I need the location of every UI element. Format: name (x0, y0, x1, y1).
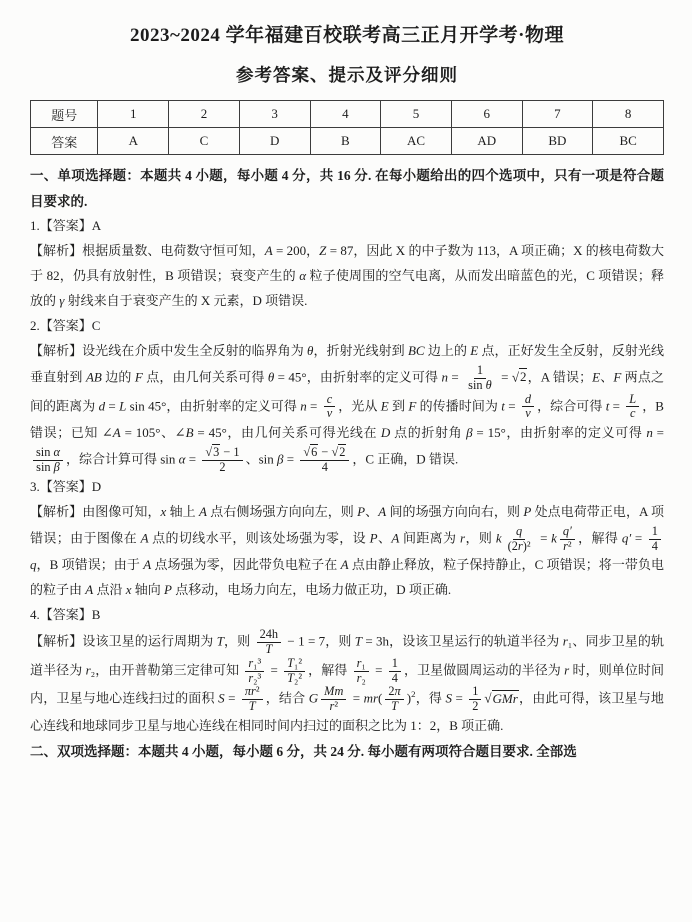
text-run: = (497, 369, 512, 385)
math-variable: α (53, 445, 60, 460)
text-run: ，光从 (338, 397, 381, 413)
text-run: 边上的 (424, 343, 471, 359)
text-run: = (631, 530, 646, 546)
denominator (327, 700, 342, 714)
text-run: ，结合 (265, 690, 309, 706)
math-variable: r (85, 662, 91, 678)
math-variable: r (356, 670, 362, 685)
text-run: = 87，因此 X 的中子数为 113，A 项正确；X 的核电荷数大于 82，仍具有放射性，B 项错误；衰变产生的 (30, 243, 664, 284)
text-run: = 200， (272, 243, 320, 259)
fraction (33, 446, 63, 475)
question-number-row (31, 101, 664, 128)
math-variable: πr (244, 684, 256, 699)
math-variable: n (441, 369, 449, 385)
text-run: 6 (311, 445, 318, 460)
math-variable: A (112, 425, 121, 441)
section-1-header: 一、单项选择题：本题共 4 小题，每小题 4 分，共 16 分. 在每小题给出的四个选项中，只有一项是符合题目要求的. (30, 168, 664, 209)
text-run: 轴上 (166, 503, 200, 519)
math-variable: x (125, 582, 132, 598)
sqrt-expression (205, 444, 220, 459)
math-variable: β (277, 451, 284, 467)
radicand (338, 444, 346, 459)
question-2-analysis (30, 339, 664, 475)
math-variable: r (517, 538, 523, 553)
text-run: 射线来自于衰变产生的 X 元素，D 项错误. (64, 293, 308, 309)
text-run: (2 (507, 538, 518, 553)
numerator (469, 685, 481, 700)
numerator (354, 657, 369, 672)
math-variable: q′ (621, 530, 632, 546)
text-run: 的传播时间为 (416, 397, 502, 413)
text-run: − 1 (220, 445, 240, 460)
sqrt-expression (484, 690, 518, 706)
math-variable: AB (85, 369, 102, 385)
text-run: ，则 (465, 530, 496, 546)
text-run: 轴向 (131, 582, 165, 598)
text-run: 【解析】由图像可知， (30, 503, 161, 519)
math-variable: Mm (324, 684, 344, 699)
numerator (257, 628, 282, 643)
text-run: 1 (391, 655, 398, 670)
text-run: 1 (472, 684, 479, 699)
math-variable: S (218, 690, 225, 706)
text-run: 4 (391, 670, 398, 685)
text-run: ，则 (223, 633, 254, 649)
denominator (354, 672, 369, 686)
numerator (389, 657, 401, 672)
math-variable: T (354, 633, 362, 649)
math-variable: r (329, 699, 335, 714)
fraction (321, 685, 346, 714)
text-run: 2 (339, 445, 346, 460)
math-variable: F (613, 369, 622, 385)
math-variable: Z (319, 243, 327, 259)
math-variable: T (287, 655, 295, 670)
question-number-cell: 5 (381, 101, 452, 128)
denominator (284, 672, 305, 686)
fraction (522, 393, 534, 422)
radical-sign: √ (303, 445, 311, 460)
denominator (522, 407, 533, 421)
numerator (385, 685, 403, 700)
denominator (245, 672, 264, 686)
numerator (33, 446, 63, 461)
row-label-question-number: 题号 (31, 101, 98, 128)
math-variable: x (160, 503, 167, 519)
math-variable: γ (59, 293, 65, 309)
sqrt-expression (303, 444, 318, 459)
numerator (242, 685, 263, 700)
question-number-cell: 4 (310, 101, 381, 128)
denominator (246, 700, 259, 714)
math-variable: r (460, 530, 466, 546)
row-label-answer: 答案 (31, 128, 98, 155)
denominator (465, 379, 495, 393)
text-run: 点的切线水平，则该处场强为零，设 (148, 530, 370, 546)
question-2-answer-line: 2.【答案】C (30, 318, 101, 334)
math-variable: r (562, 633, 568, 649)
numerator (626, 393, 639, 408)
fraction (389, 657, 401, 686)
text-run: ，折射光线射到 (313, 343, 408, 359)
denominator (649, 540, 661, 554)
text-run: 1 (651, 523, 658, 538)
answer-cell: B (310, 128, 381, 155)
text-run: 2 (472, 699, 479, 714)
text-run: 点的折射角 (390, 425, 467, 441)
math-variable: A (340, 557, 349, 573)
math-variable: r (248, 670, 254, 685)
text-run: = (504, 397, 519, 413)
text-run: 、 (600, 369, 614, 385)
text-run: = 15°，由折射率的定义可得 (472, 425, 647, 441)
text-run: ₁ (361, 655, 366, 670)
radical-sign: √ (331, 445, 339, 460)
math-variable: k (495, 530, 502, 546)
text-run: 4 (651, 538, 658, 553)
math-variable: n (646, 425, 653, 441)
math-variable: mr (363, 690, 379, 706)
math-variable: BC (407, 343, 425, 359)
math-variable: θ (307, 343, 314, 359)
text-run: = (267, 662, 282, 678)
answer-body (30, 163, 664, 765)
answer-cell: AD (451, 128, 522, 155)
text-run: 、 (377, 530, 392, 546)
radical-sign: √ (484, 690, 492, 706)
denominator (319, 461, 331, 475)
text-run: 4 (321, 460, 328, 475)
text-run: 点，由几何关系可得 (142, 369, 268, 385)
numerator (202, 446, 242, 461)
numerator (321, 685, 346, 700)
text-run: 1 (476, 363, 484, 377)
math-variable: P (369, 530, 378, 546)
math-variable: t (501, 397, 505, 413)
math-variable: r (248, 655, 254, 670)
question-number-cell: 8 (593, 101, 664, 128)
fraction (202, 446, 242, 475)
math-variable: L (119, 397, 127, 413)
fraction (626, 393, 639, 422)
text-run: 点场强为零，因此带负电粒子在 (151, 557, 341, 573)
text-run: ₂³ (253, 670, 262, 685)
text-run: 、sin (245, 451, 278, 467)
question-number-cell: 2 (169, 101, 240, 128)
denominator (262, 643, 275, 657)
math-variable: T (248, 699, 256, 714)
text-run: 两点之间的距离为 (30, 369, 664, 413)
text-run: = (609, 397, 624, 413)
text-run: ，由此可得，该卫星与地心连线和地球同步卫星与地心连线在相同时间内扫过的面积之比为 1：2，B 项正确. (30, 690, 664, 734)
denominator (388, 700, 401, 714)
text-run: = 45°，由折射率的定义可得 (274, 369, 442, 385)
fraction (257, 628, 282, 657)
math-variable: β (466, 425, 473, 441)
fraction (649, 525, 661, 554)
text-run: 粒子使周围的空气电离，从而发出暗蓝色的光，C 项错误；释放的 (30, 268, 665, 309)
text-run: ₁³ (253, 655, 262, 670)
math-variable: q′ (562, 523, 572, 538)
text-run: ，B 错误；已知 ∠ (30, 397, 664, 441)
math-variable: F (408, 397, 417, 413)
text-run: 点移动，电场力向左，电场力做正功，D 项正确. (171, 582, 452, 598)
text-run: − 1 = 7，则 (284, 633, 355, 649)
answer-cell: A (98, 128, 169, 155)
text-run: ² (567, 538, 572, 553)
math-variable: d (524, 391, 532, 406)
text-run: 点沿 (93, 582, 126, 598)
fraction (560, 525, 575, 554)
text-run: = (536, 530, 552, 546)
numerator (284, 657, 305, 672)
numerator (649, 525, 661, 540)
numerator (560, 525, 575, 540)
answer-cell: BC (593, 128, 664, 155)
text-run: ) (406, 690, 412, 706)
text-run: = (306, 397, 321, 413)
fraction (242, 685, 263, 714)
text-run: 2 (219, 460, 226, 475)
math-variable: c (326, 391, 333, 406)
text-run: ，得 (415, 690, 446, 706)
text-run: = (224, 690, 239, 706)
text-run: ，解得 (308, 662, 351, 678)
math-variable: α (299, 268, 307, 284)
section-2-header: 二、双项选择题：本题共 4 小题，每小题 6 分，共 24 分. 每小题有两项符合题目要求. 全部选 (30, 744, 577, 760)
math-variable: P (357, 503, 366, 519)
denominator (560, 540, 575, 554)
text-run: sin (36, 445, 54, 460)
text-run: ² (334, 699, 339, 714)
answer-cell: AC (381, 128, 452, 155)
text-run: 间距离为 (399, 530, 461, 546)
question-3-analysis (30, 500, 664, 603)
text-run: 边的 (101, 369, 135, 385)
math-variable: π (394, 684, 401, 699)
text-run: ，C 正确，D 错误. (352, 451, 459, 467)
math-variable: d (98, 397, 106, 413)
math-variable: A (143, 557, 152, 573)
page-subtitle: 参考答案、提示及评分细则 (236, 65, 458, 85)
text-run: ₂，由开普勒第三定律可知 (90, 662, 243, 678)
math-variable: P (164, 582, 172, 598)
text-run: = (349, 690, 364, 706)
fraction (385, 685, 403, 714)
math-variable: GMr (492, 690, 518, 706)
question-3-answer-line: 3.【答案】D (30, 478, 102, 494)
answer-row (31, 128, 664, 155)
fraction (505, 525, 534, 554)
numerator (245, 657, 264, 672)
text-run: 3 (213, 445, 220, 460)
denominator (469, 700, 481, 714)
text-run: ，B 项错误；由于 (36, 557, 144, 573)
text-run: )² (522, 538, 531, 553)
text-run: = 3h，设该卫星运行的轨道半径为 (362, 633, 563, 649)
answer-table (30, 100, 664, 155)
text-run: 时，则单位时间内，卫星与地心连线扫过的面积 (30, 662, 664, 706)
question-4-answer-line: 4.【答案】B (30, 607, 101, 623)
text-run: 处点电荷带正电，A 项错误；由于图像在 (30, 503, 664, 546)
denominator (627, 407, 638, 421)
text-run: = 45°，由几何关系可得光线在 (193, 425, 381, 441)
page-title: 2023~2024 学年福建百校联考高三正月开学考·物理 (130, 25, 564, 46)
text-run: 2 (519, 369, 527, 385)
fraction (354, 657, 369, 686)
answer-cell: BD (522, 128, 593, 155)
answer-cell: D (239, 128, 310, 155)
text-run: ₁² (294, 655, 303, 670)
question-number-cell: 7 (522, 101, 593, 128)
math-variable: A (264, 243, 273, 259)
text-run: = (371, 662, 386, 678)
text-run: ₂ (361, 670, 366, 685)
superscript: 2 (411, 689, 416, 700)
radical-sign: √ (205, 445, 213, 460)
math-variable: θ (485, 377, 492, 392)
numerator (300, 446, 349, 461)
math-variable: T (216, 633, 224, 649)
math-variable: β (53, 460, 60, 475)
fraction (324, 393, 335, 422)
math-variable: c (629, 406, 636, 421)
fraction (245, 657, 264, 686)
numerator (324, 393, 335, 408)
denominator (33, 461, 63, 475)
math-variable: A (391, 530, 400, 546)
math-variable: G (308, 690, 319, 706)
question-1-answer-line: 1.【答案】A (30, 218, 102, 234)
text-run: 2 (388, 684, 395, 699)
math-variable: v (525, 406, 531, 421)
fraction (300, 446, 349, 475)
text-run: 24h (259, 627, 279, 642)
radical-sign: √ (511, 369, 519, 385)
math-variable: P (523, 503, 532, 519)
question-number-cell: 6 (451, 101, 522, 128)
math-variable: n (300, 397, 307, 413)
text-run: ，综合计算可得 sin (65, 451, 179, 467)
text-run: 【解析】设该卫星的运行周期为 (30, 633, 217, 649)
numerator (522, 393, 534, 408)
math-variable: F (134, 369, 143, 385)
math-variable: A (199, 503, 207, 519)
math-variable: v (326, 406, 333, 421)
text-run: 【解析】根据质量数、电荷数守恒可知， (30, 243, 265, 259)
math-variable: k (551, 530, 557, 546)
math-variable: T (391, 699, 398, 714)
numerator (513, 525, 525, 540)
text-run: 点右侧场强方向向左，则 (206, 503, 358, 519)
denominator (324, 407, 335, 421)
text-run: ，综合可得 (537, 397, 606, 413)
math-variable: E (380, 397, 389, 413)
text-run: ₂² (294, 670, 303, 685)
text-run: ² (255, 684, 260, 699)
math-variable: r (563, 538, 568, 553)
math-variable: A (378, 503, 387, 519)
fraction (465, 364, 495, 393)
radicand (492, 690, 519, 706)
question-1-analysis (30, 239, 664, 314)
math-variable: E (592, 369, 601, 385)
text-run: 到 (388, 397, 409, 413)
math-variable: θ (267, 369, 275, 385)
text-run: 、 (365, 503, 379, 519)
sqrt-expression (331, 444, 346, 459)
math-variable: S (445, 690, 453, 706)
text-run: sin 45°，由折射率的定义可得 (126, 397, 301, 413)
denominator (216, 461, 228, 475)
text-run: = (185, 451, 200, 467)
sqrt-expression (512, 368, 528, 384)
text-run: 点，正好发生全反射，反射光线垂直射到 (30, 343, 664, 385)
fraction (469, 685, 481, 714)
text-run: ，A 错误； (527, 369, 593, 385)
math-variable: t (605, 397, 610, 413)
text-run: = (452, 690, 467, 706)
text-run: = (652, 425, 664, 441)
text-run: 间的场强方向向右，则 (386, 503, 524, 519)
text-run: sin (468, 377, 486, 392)
math-variable: E (470, 343, 479, 359)
math-variable: r (564, 662, 570, 678)
math-variable: q (30, 557, 37, 573)
math-variable: q (516, 523, 523, 538)
text-run: = (448, 369, 463, 385)
math-variable: α (178, 451, 186, 467)
question-number-cell: 1 (98, 101, 169, 128)
math-variable: T (265, 642, 273, 657)
text-run: ，卫星做圆周运动的半径为 (403, 662, 565, 678)
question-number-cell: 3 (239, 101, 310, 128)
text-run: 【解析】设光线在介质中发生全反射的临界角为 (30, 343, 308, 359)
denominator (505, 540, 534, 554)
text-run: ( (378, 690, 383, 706)
math-variable: A (140, 530, 149, 546)
fraction (284, 657, 305, 686)
math-variable: r (356, 655, 362, 670)
math-variable: B (185, 425, 194, 441)
text-run: sin (36, 460, 54, 475)
text-run: ，解得 (577, 530, 622, 546)
text-run: 点由静止释放，粒子保持静止，C 项错误；将一带负电的粒子由 (30, 557, 664, 598)
text-run: = (283, 451, 298, 467)
numerator (474, 364, 486, 379)
math-variable: T (287, 670, 295, 685)
question-4-analysis (30, 628, 664, 739)
math-variable: A (85, 582, 94, 598)
text-run: ₁、同步卫星的轨道半径为 (30, 633, 664, 678)
text-run: = (105, 397, 120, 413)
answer-cell: C (169, 128, 240, 155)
math-variable: D (380, 425, 391, 441)
math-variable: L (629, 391, 637, 406)
text-run: = 105°、∠ (120, 425, 186, 441)
text-run: − (318, 445, 332, 460)
denominator (389, 672, 401, 686)
